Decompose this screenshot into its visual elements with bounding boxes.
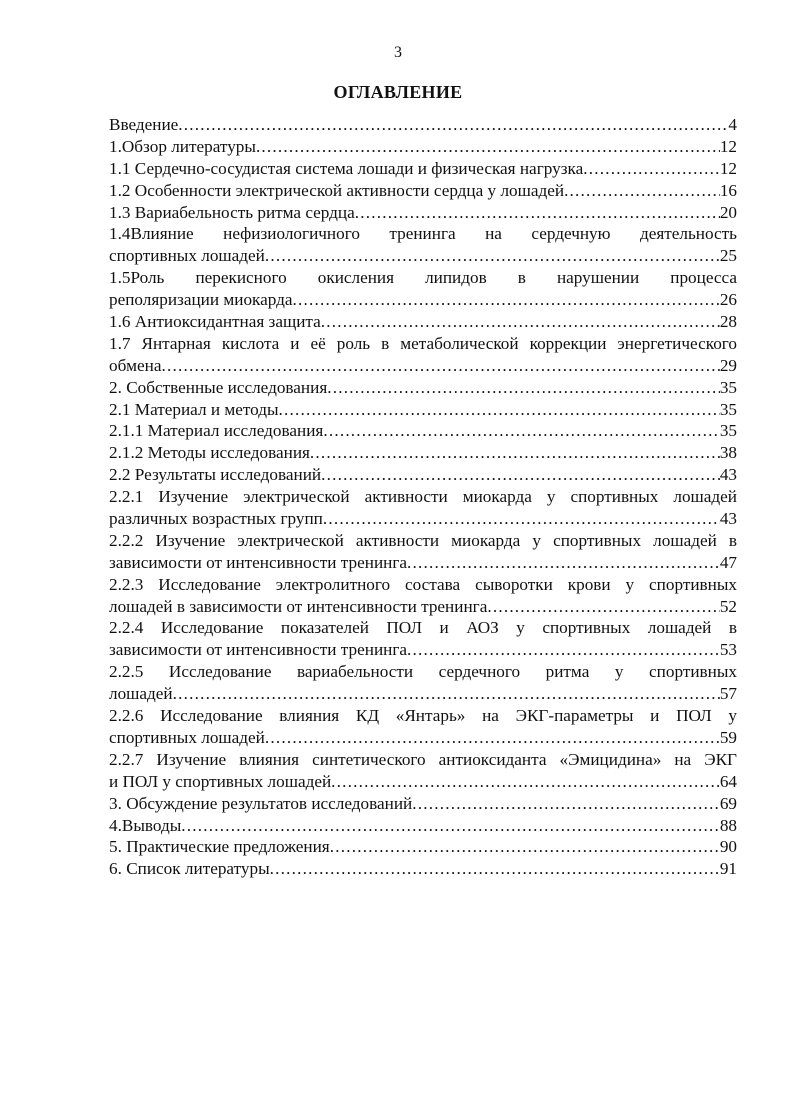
toc-entry [109, 399, 737, 421]
dot-leader [321, 464, 720, 486]
dot-leader [327, 377, 720, 399]
toc-entry-title-line1: 1.4Влияние нефизиологичного тренинга на сердечную деятельность [109, 224, 737, 244]
toc-entry-page: 88 [719, 815, 737, 835]
toc-entry [109, 815, 737, 837]
toc-entry [109, 749, 737, 793]
dot-leader [293, 289, 720, 311]
toc-entry [109, 311, 737, 333]
toc-entry [109, 705, 737, 749]
toc-entry [109, 333, 737, 377]
toc-entry-title-line2: лошадей в зависимости от интенсивности тренинга [109, 596, 488, 616]
toc-entry-page: 52 [719, 596, 737, 616]
toc-entry-page: 35 [719, 399, 737, 419]
toc-entry-title-line1: 2.2.5 Исследование вариабельности сердечного ритма у спортивных [109, 662, 737, 682]
toc-entry-page: 43 [719, 465, 737, 485]
toc-entry-title-line2: зависимости от интенсивности тренинга [109, 640, 408, 660]
toc-entry-title: 1.6 Антиоксидантная защита [109, 312, 321, 332]
toc-entry [109, 617, 737, 661]
toc-entry-page: 29 [719, 355, 737, 375]
toc-entry-title: 6. Список литературы [109, 859, 270, 879]
toc-entry-page: 53 [719, 640, 737, 660]
toc-entry [109, 858, 737, 880]
toc-entry-page: 69 [719, 793, 737, 813]
toc-entry-title: 2. Собственные исследования [109, 377, 328, 397]
toc-entry-page: 4 [728, 115, 737, 134]
dot-leader [321, 311, 720, 333]
toc-entry-title-line1: 1.5Роль перекисного окисления липидов в нарушении процесса [109, 268, 737, 288]
toc-entry-page: 90 [719, 837, 737, 857]
toc-entry-page: 91 [719, 859, 737, 879]
toc-entry-page: 12 [719, 136, 737, 156]
toc-entry-title: 2.2 Результаты исследований [109, 465, 322, 485]
dot-leader [407, 552, 720, 574]
toc-entry-title-line2: спортивных лошадей [109, 246, 265, 266]
toc-entry-title: 2.1 Материал и методы [109, 399, 279, 419]
dot-leader [487, 596, 719, 618]
dot-leader [181, 815, 720, 837]
toc-entry-page: 43 [719, 509, 737, 529]
toc-entry [109, 442, 737, 464]
toc-entry-page: 25 [719, 246, 737, 266]
dot-leader [162, 355, 720, 377]
dot-leader [265, 245, 720, 267]
dot-leader [310, 442, 720, 464]
toc-entry [109, 223, 737, 267]
toc-entry-title-line2: обмена [109, 355, 162, 375]
dot-leader [330, 836, 720, 858]
toc-entry-title-line1: 2.2.7 Изучение влияния синтетического антиоксиданта «Эмицидина» на ЭКГ [109, 749, 737, 769]
toc-entry-page: 64 [719, 771, 737, 791]
toc-entry [109, 661, 737, 705]
toc-entry-title: 4.Выводы [109, 815, 182, 835]
toc-entry-title-line2: зависимости от интенсивности тренинга [109, 552, 408, 572]
toc-entry-title: 1.1 Сердечно-сосудистая система лошади и физическая нагрузка [109, 158, 584, 178]
toc-entry-page: 16 [719, 180, 737, 200]
toc-entry [109, 486, 737, 530]
dot-leader [279, 399, 720, 421]
toc-entry-title: 2.1.1 Материал исследования [109, 421, 324, 441]
toc-entry [109, 267, 737, 311]
toc-entry-title-line2: различных возрастных групп [109, 509, 323, 529]
toc-entry [109, 136, 737, 158]
dot-leader [178, 114, 728, 136]
toc-entry-title: 2.1.2 Методы исследования [109, 443, 310, 463]
toc-entry-page: 12 [719, 158, 737, 178]
toc-entry-page: 59 [719, 727, 737, 747]
toc-entry-title-line1: 2.2.1 Изучение электрической активности миокарда у спортивных лошадей [109, 487, 737, 507]
toc-entry-title-line1: 2.2.2 Изучение электрической активности миокарда у спортивных лошадей в [109, 530, 737, 550]
toc-entry-title: 1.Обзор литературы [109, 136, 256, 156]
toc-entry-page: 47 [719, 552, 737, 572]
toc-entry [109, 530, 737, 574]
toc-entry-title-line2: спортивных лошадей [109, 727, 265, 747]
toc-entry-title-line2: реполяризации миокарда [109, 290, 293, 310]
toc-entry [109, 202, 737, 224]
dot-leader [407, 639, 720, 661]
toc-title: ОГЛАВЛЕНИЕ [333, 82, 463, 102]
toc-entry-title: 1.3 Вариабельность ритма сердца [109, 202, 355, 222]
dot-leader [331, 771, 720, 793]
toc-entry-title-line1: 2.2.3 Исследование электролитного состава сыворотки крови у спортивных [109, 574, 737, 594]
toc-entry-page: 20 [719, 202, 737, 222]
toc-entry [109, 793, 737, 815]
dot-leader [256, 136, 720, 158]
dot-leader [173, 683, 720, 705]
toc-entry [109, 420, 737, 442]
dot-leader [583, 158, 720, 180]
dot-leader [564, 180, 720, 202]
toc-entry-title-line2: и ПОЛ у спортивных лошадей [109, 771, 332, 791]
dot-leader [270, 858, 720, 880]
toc-entry [109, 114, 737, 136]
toc-entry-page: 35 [719, 421, 737, 441]
toc-entry [109, 377, 737, 399]
table-of-contents [109, 114, 737, 880]
page-number: 3 [394, 44, 402, 61]
toc-entry-page: 38 [719, 443, 737, 463]
toc-entry-page: 28 [719, 312, 737, 332]
dot-leader [412, 793, 720, 815]
toc-entry-title: 3. Обсуждение результатов исследований [109, 793, 413, 813]
toc-entry-title: 5. Практические предложения [109, 837, 330, 857]
toc-entry [109, 158, 737, 180]
toc-entry-page: 57 [719, 684, 737, 704]
toc-entry [109, 180, 737, 202]
dot-leader [323, 420, 719, 442]
toc-entry-page: 26 [719, 290, 737, 310]
toc-entry-title-line1: 2.2.6 Исследование влияния КД «Янтарь» на ЭКГ-параметры и ПОЛ у [109, 706, 737, 726]
toc-entry [109, 574, 737, 618]
toc-entry-title-line1: 1.7 Янтарная кислота и её роль в метаболической коррекции энергетического [109, 333, 737, 353]
dot-leader [265, 727, 720, 749]
toc-entry-title: Введение [109, 115, 179, 134]
toc-entry [109, 836, 737, 858]
toc-entry-title-line1: 2.2.4 Исследование показателей ПОЛ и АОЗ у спортивных лошадей в [109, 618, 737, 638]
toc-entry-page: 35 [719, 377, 737, 397]
dot-leader [323, 508, 720, 530]
dot-leader [355, 202, 720, 224]
toc-entry-title: 1.2 Особенности электрической активности сердца у лошадей [109, 180, 565, 200]
toc-entry [109, 464, 737, 486]
toc-entry-title-line2: лошадей [109, 684, 173, 704]
